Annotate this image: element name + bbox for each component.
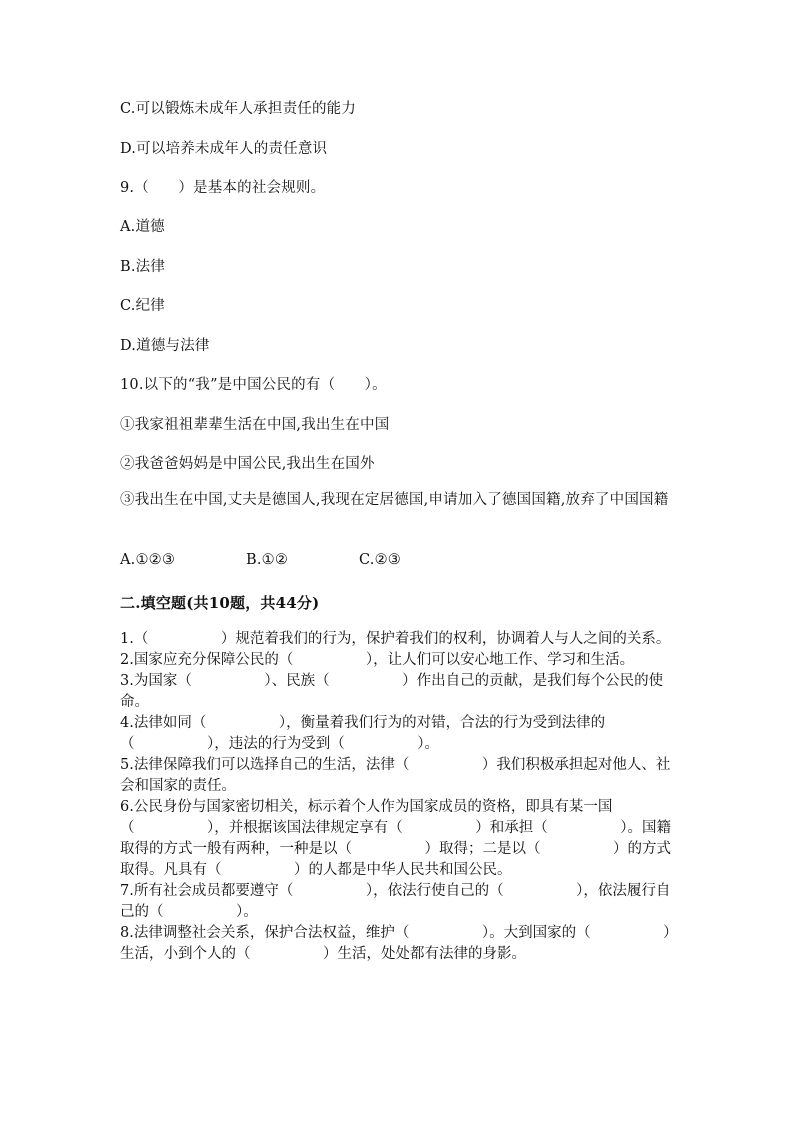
question-9-option-b: B.法律 — [120, 259, 166, 275]
prev-option-c: C.可以锻炼未成年人承担责任的能力 — [120, 101, 357, 117]
question-9-stem: 9.（ ）是基本的社会规则。 — [120, 180, 326, 196]
prev-option-d: D.可以培养未成年人的责任意识 — [120, 141, 328, 157]
question-10-option-c: C.②③ — [359, 552, 401, 568]
question-10-option-b: B.①② — [246, 552, 289, 568]
question-10-stem: 10.以下的“我”是中国公民的有（ ）。 — [120, 377, 387, 393]
question-10-statement-3: ③我出生在中国,丈夫是德国人,我现在定居德国,申请加入了德国国籍,放弃了中国国籍 — [120, 492, 669, 508]
fill-in-list — [120, 629, 680, 965]
fill-item-2: 2.国家应充分保障公民的（ ），让人们可以安心地工作、学习和生活。 — [120, 652, 635, 668]
section-2-title: 二.填空题(共10题，共44分) — [120, 594, 320, 612]
question-9-option-c: C.纪律 — [120, 298, 165, 314]
question-10-statement-1: ①我家祖祖辈辈生活在中国,我出生在中国 — [120, 417, 390, 433]
question-10-statement-2: ②我爸爸妈妈是中国公民,我出生在国外 — [120, 456, 375, 472]
fill-item-3: 3.为国家（ ）、民族（ ）作出自己的贡献，是我们每个公民的使命。 — [120, 673, 664, 710]
fill-item-8: 8.法律调整社会关系，保护合法权益，维护（ ）。大到国家的（ ）生活，小到个人的（ ）生活，处处都有法律的身影。 — [120, 925, 678, 962]
fill-item-6: 6.公民身份与国家密切相关，标示着个人作为国家成员的资格，即具有某一国（ ），并根据该国法律规定享有（ ）和承担（ ）。国籍取得的方式一般有两种，一种是以（ ）取得；二是以（ ）的方式取得。凡具有（ ）的人都是中华人民共和国公民。 — [120, 799, 671, 878]
fill-item-1: 1.（ ）规范着我们的行为，保护着我们的权利，协调着人与人之间的关系。 — [120, 631, 671, 647]
fill-item-5: 5.法律保障我们可以选择自己的生活，法律（ ）我们积极承担起对他人、社会和国家的责任。 — [120, 757, 671, 794]
question-9-option-a: A.道德 — [120, 219, 165, 235]
fill-item-4: 4.法律如同（ ），衡量着我们行为的对错，合法的行为受到法律的（ ），违法的行为受到（ ）。 — [120, 715, 606, 752]
question-10-option-a: A.①②③ — [120, 552, 176, 568]
question-9-option-d: D.道德与法律 — [120, 338, 210, 354]
fill-item-7: 7.所有社会成员都要遵守（ ），依法行使自己的（ ），依法履行自己的（ ）。 — [120, 883, 671, 920]
